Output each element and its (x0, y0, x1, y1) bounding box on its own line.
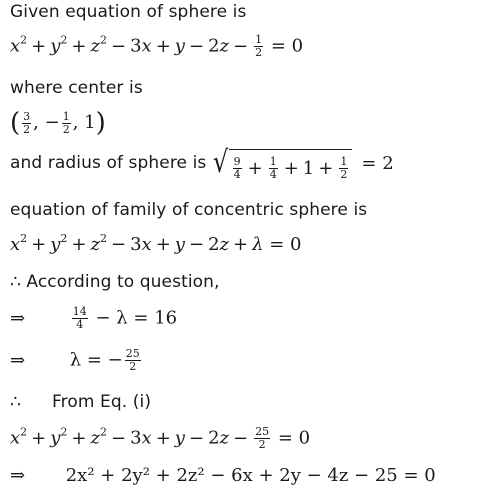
text-family-concentric: equation of family of concentric sphere is (10, 200, 368, 220)
from-eq-line (10, 392, 151, 412)
text-given-equation: Given equation of sphere is (10, 2, 247, 22)
fraction-one-half: $\frac{1}{2}$ (255, 33, 263, 59)
text-center-is: where center is (10, 78, 143, 98)
therefore-icon: ∴ (10, 392, 21, 412)
equation-final (10, 465, 436, 486)
equation-family: $x^2 + y^2 + z^2 - 3x + y - 2z + \lambda = 0$ (10, 232, 302, 255)
center-coordinates: ( $\frac{3}{2}$ , − $\frac{1}{2}$ , 1) (10, 108, 106, 138)
text-radius-label: and radius of sphere is (10, 153, 207, 173)
text-according-question: ∴ According to question, (10, 272, 220, 292)
implies-icon: ⇒ (10, 465, 26, 486)
equation-lambda-16: ⇒ $\frac{14}{4}$ − λ = 16 (10, 305, 178, 331)
radius-sqrt: √ $\frac{9}{4}$ + $\frac{1}{4}$ + 1 + $\frac{1}{2}$ (211, 144, 352, 182)
equation-lambda-value: ⇒ λ = − $\frac{25}{2}$ (10, 347, 140, 373)
text-from-eq: From Eq. (i) (52, 392, 152, 412)
equation-substituted: $x^2 + y^2 + z^2 - 3x + y - 2z$ − $\frac{25}{2}$ = 0 (10, 425, 311, 451)
equation-final-text: 2x² + 2y² + 2z² − 6x + 2y − 4z − 25 = 0 (65, 465, 436, 486)
implies-icon: ⇒ (10, 349, 26, 371)
equation-sphere: $x^2 + y^2 + z^2 - 3x + y - 2z$ − $\frac{1}{2}$ = 0 (10, 33, 304, 59)
radius-line: and radius of sphere is √ $\frac{9}{4}$ + $\frac{1}{4}$ + 1 + $\frac{1}{2}$ = 2 (10, 145, 394, 181)
implies-icon: ⇒ (10, 307, 26, 329)
